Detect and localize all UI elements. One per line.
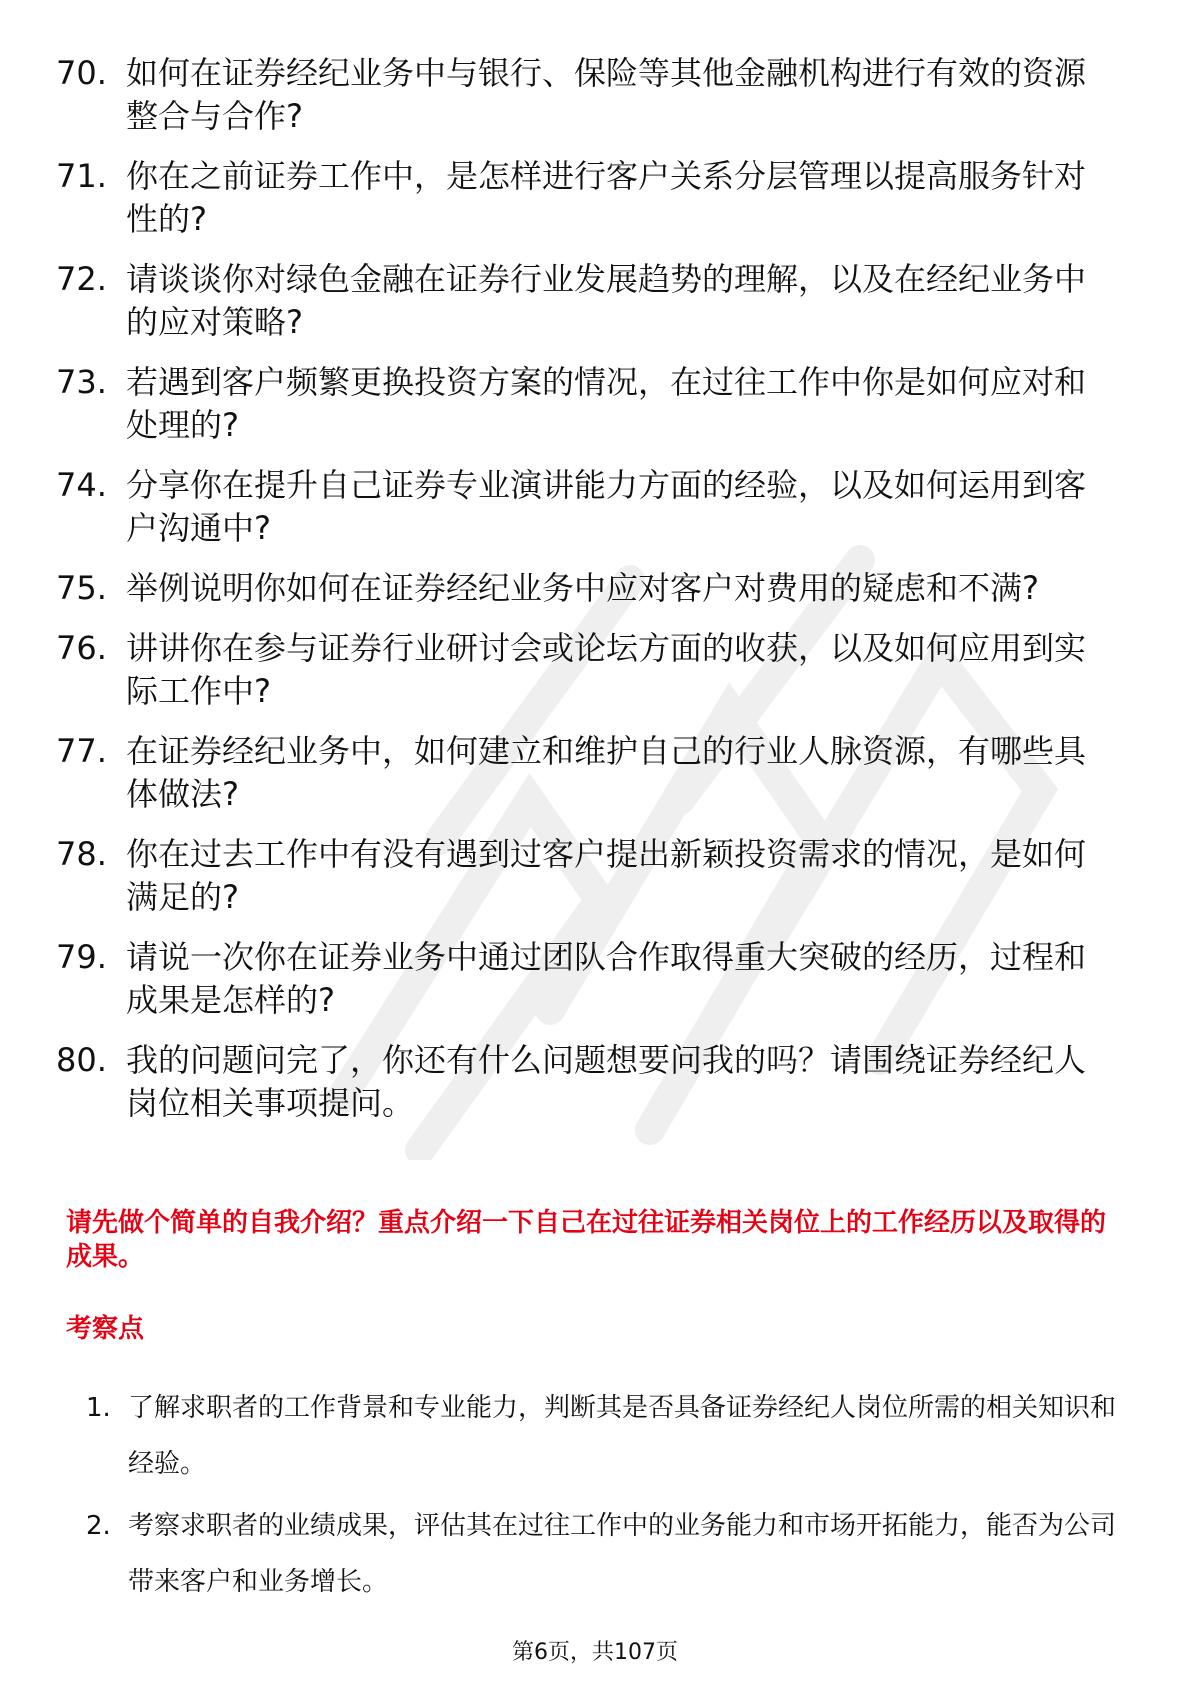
- question-text: 分享你在提升自己证券专业演讲能力方面的经验，以及如何运用到客户沟通中?: [126, 466, 1087, 547]
- question-item: [56, 567, 1116, 610]
- assessment-point: [86, 1380, 1126, 1492]
- question-number: 77.: [56, 732, 107, 770]
- question-item: [56, 258, 1116, 344]
- question-number: 80.: [56, 1041, 107, 1079]
- question-list: [56, 52, 1116, 1142]
- question-number: 78.: [56, 835, 107, 873]
- point-text: 了解求职者的工作背景和专业能力，判断其是否具备证券经纪人岗位所需的相关知识和经验。: [128, 1393, 1117, 1479]
- question-text: 如何在证券经纪业务中与银行、保险等其他金融机构进行有效的资源整合与合作?: [126, 54, 1087, 135]
- question-text: 我的问题问完了，你还有什么问题想要问我的吗？请围绕证券经纪人岗位相关事项提问。: [126, 1041, 1087, 1122]
- question-number: 79.: [56, 938, 107, 976]
- question-item: [56, 730, 1116, 816]
- question-text: 若遇到客户频繁更换投资方案的情况，在过往工作中你是如何应对和处理的?: [126, 363, 1087, 444]
- question-number: 76.: [56, 629, 107, 667]
- question-text: 讲讲你在参与证券行业研讨会或论坛方面的收获，以及如何应用到实际工作中?: [126, 629, 1087, 710]
- question-item: [56, 936, 1116, 1022]
- question-text: 举例说明你如何在证券经纪业务中应对客户对费用的疑虑和不满?: [126, 569, 1039, 607]
- question-item: [56, 833, 1116, 919]
- point-number: 1.: [86, 1393, 111, 1423]
- question-text: 你在之前证券工作中，是怎样进行客户关系分层管理以提高服务针对性的?: [126, 157, 1087, 238]
- page-footer: 第6页，共107页: [512, 1640, 678, 1665]
- question-item: [56, 464, 1116, 550]
- assessment-point: [86, 1498, 1126, 1610]
- question-text: 你在过去工作中有没有遇到过客户提出新颖投资需求的情况，是如何满足的?: [126, 835, 1087, 916]
- point-number: 2.: [86, 1511, 111, 1541]
- question-item: [56, 361, 1116, 447]
- question-number: 75.: [56, 569, 107, 607]
- question-number: 74.: [56, 466, 107, 504]
- question-number: 70.: [56, 54, 107, 92]
- question-number: 73.: [56, 363, 107, 401]
- question-item: [56, 1039, 1116, 1125]
- question-item: [56, 52, 1116, 138]
- question-text: 请说一次你在证券业务中通过团队合作取得重大突破的经历，过程和成果是怎样的?: [126, 938, 1087, 1019]
- question-text: 请谈谈你对绿色金融在证券行业发展趋势的理解，以及在经纪业务中的应对策略?: [126, 260, 1087, 341]
- question-number: 71.: [56, 157, 107, 195]
- point-text: 考察求职者的业绩成果，评估其在过往工作中的业务能力和市场开拓能力，能否为公司带来客户和业务增长。: [128, 1511, 1117, 1597]
- section-title: 考察点: [66, 1314, 145, 1344]
- highlight-question: 请先做个简单的自我介绍？重点介绍一下自己在过往证券相关岗位上的工作经历以及取得的成果。: [66, 1208, 1107, 1272]
- question-item: [56, 155, 1116, 241]
- question-text: 在证券经纪业务中，如何建立和维护自己的行业人脉资源，有哪些具体做法?: [126, 732, 1087, 813]
- question-number: 72.: [56, 260, 107, 298]
- question-item: [56, 627, 1116, 713]
- assessment-points-list: [86, 1380, 1126, 1616]
